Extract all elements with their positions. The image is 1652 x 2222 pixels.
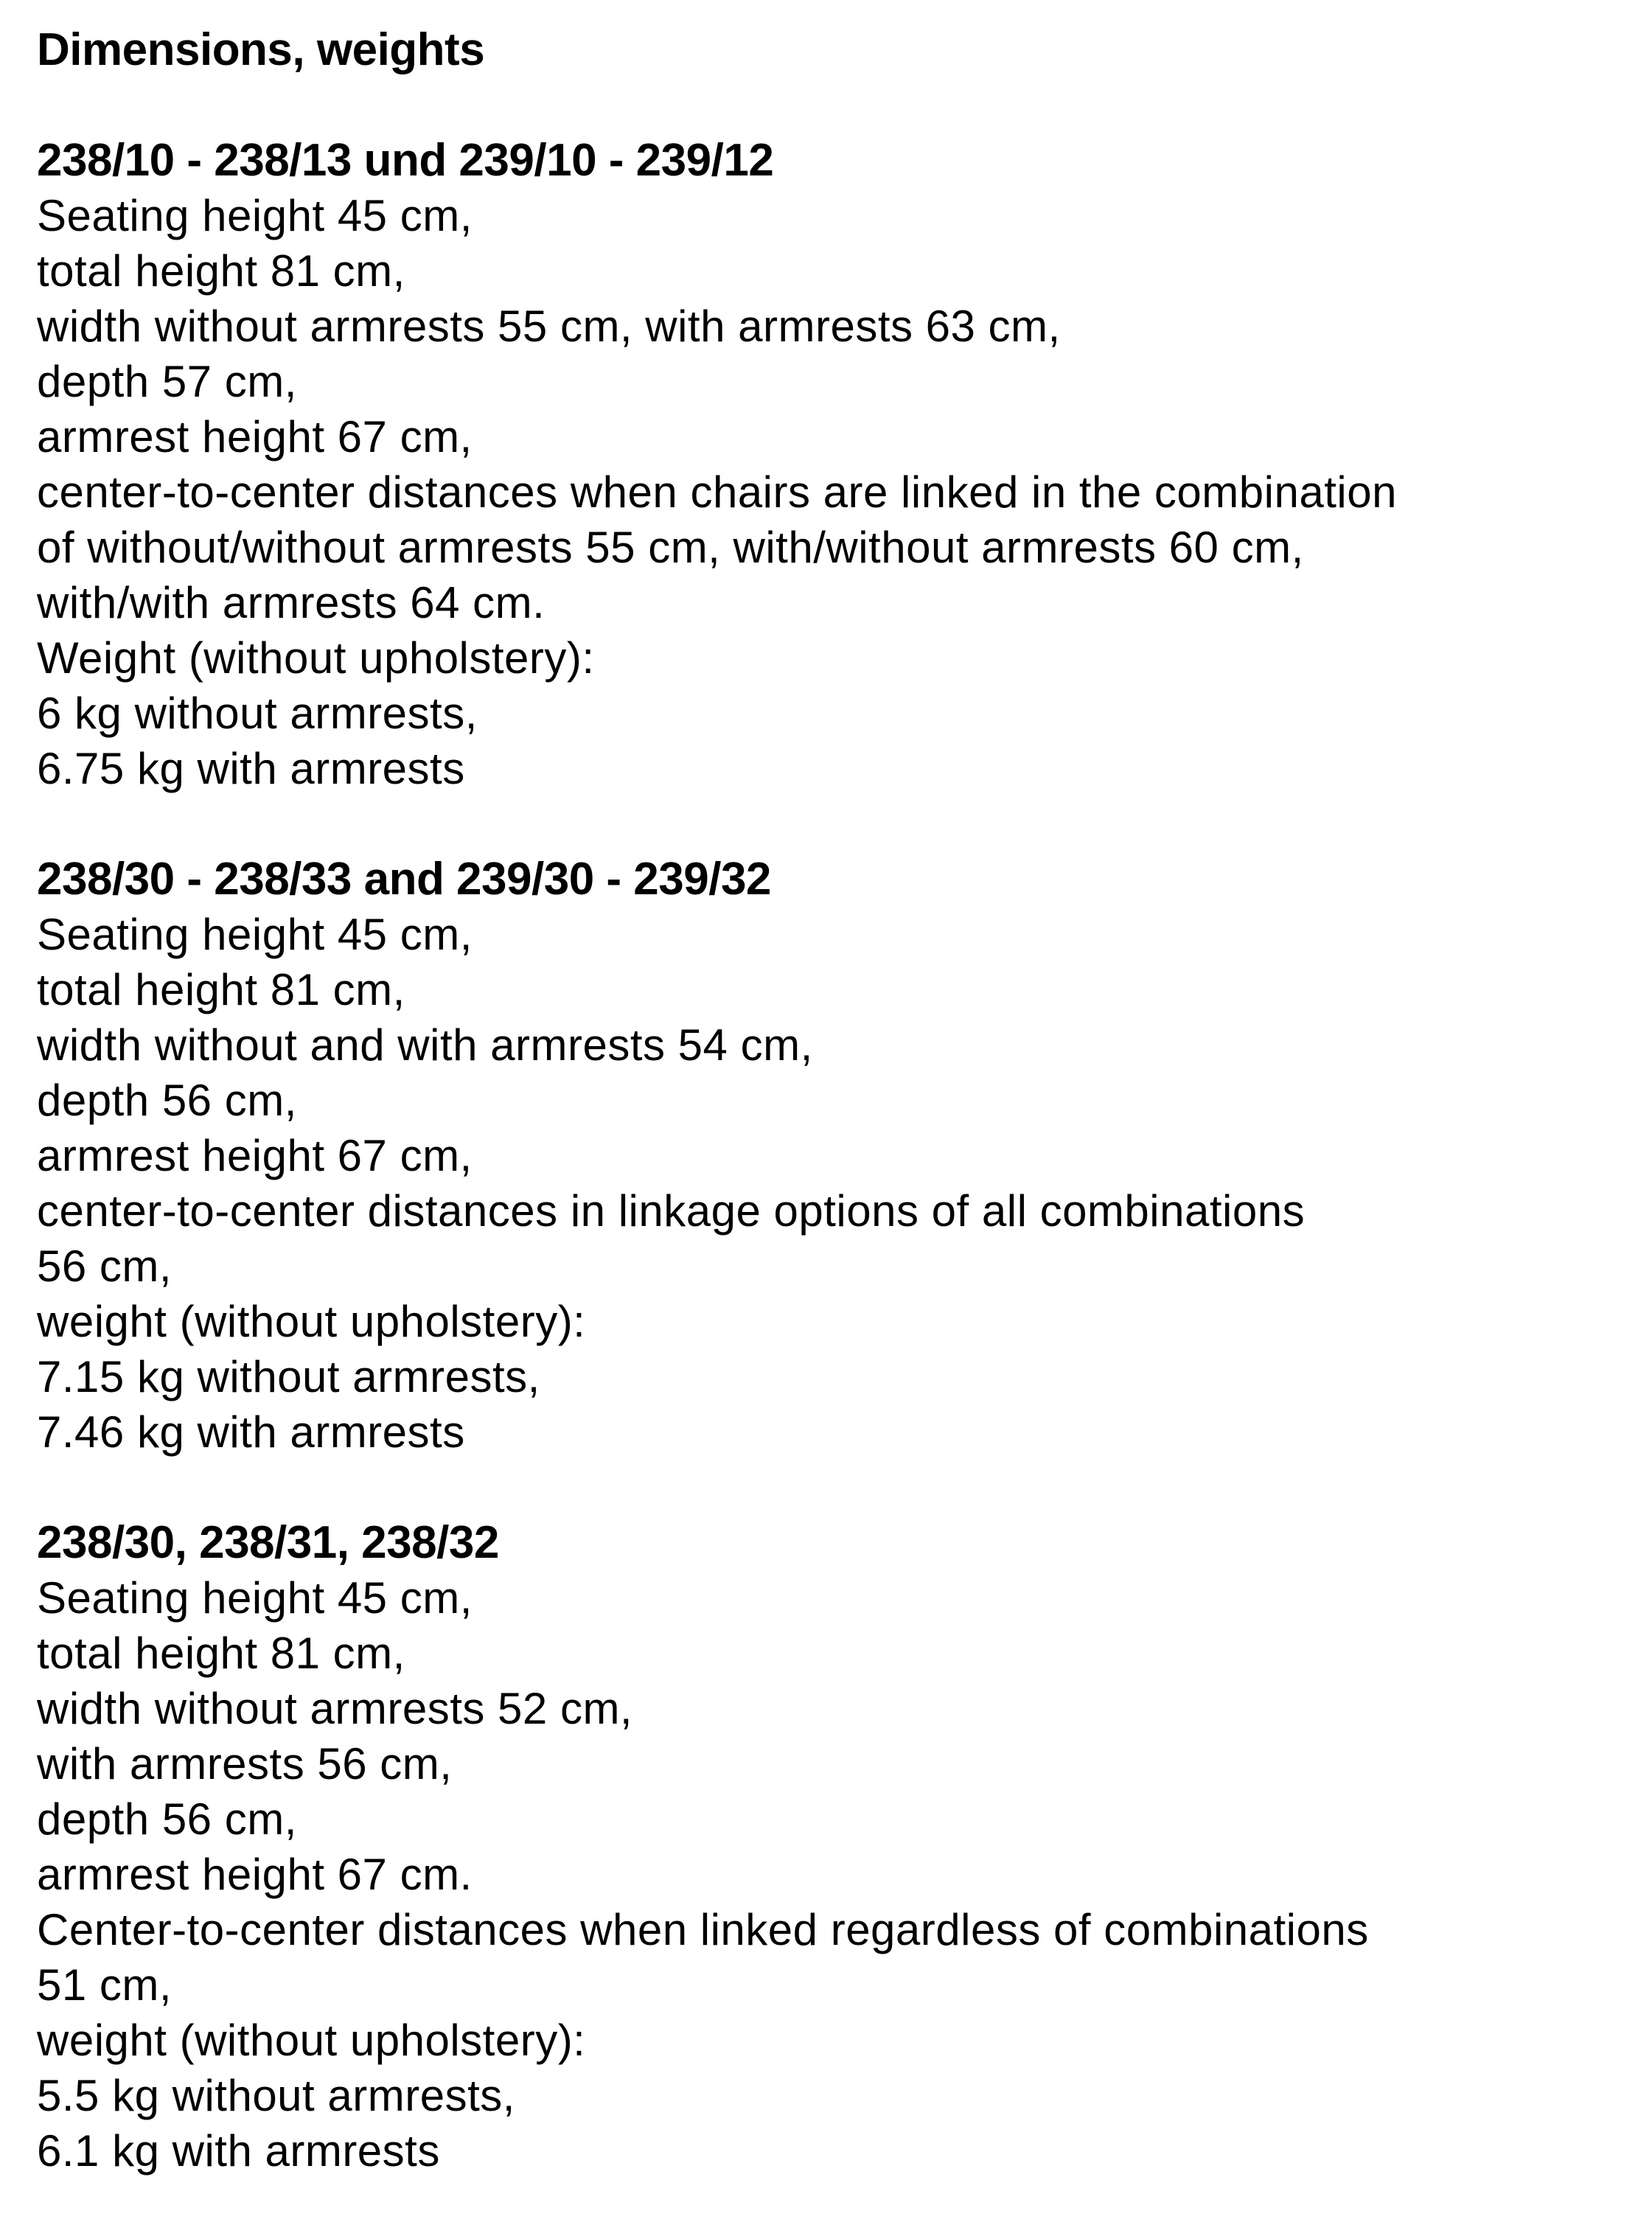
spec-line: depth 56 cm, (37, 1794, 297, 1844)
spec-line: width without armrests 52 cm, (37, 1684, 633, 1733)
spec-line: with/with armrests 64 cm. (37, 578, 546, 627)
spec-line: 7.15 kg without armrests, (37, 1352, 540, 1401)
section-heading: 238/10 - 238/13 und 239/10 - 239/12 (37, 135, 774, 186)
spec-section-2 (37, 851, 1644, 1460)
section-heading: 238/30 - 238/33 and 239/30 - 239/32 (37, 854, 771, 905)
spec-line: Seating height 45 cm, (37, 910, 473, 959)
spec-line: total height 81 cm, (37, 1629, 405, 1678)
spec-line: armrest height 67 cm, (37, 412, 473, 462)
section-heading: 238/30, 238/31, 238/32 (37, 1517, 499, 1568)
spec-line: 7.46 kg with armrests (37, 1407, 465, 1457)
spec-line: of without/without armrests 55 cm, with/without armrests 60 cm, (37, 523, 1304, 572)
spec-line: Center-to-center distances when linked regardless of combinations (37, 1905, 1369, 1954)
spec-line: armrest height 67 cm. (37, 1850, 473, 1899)
spec-line: 51 cm, (37, 1960, 172, 2010)
spec-line: Weight (without upholstery): (37, 633, 595, 683)
spec-line: width without armrests 55 cm, with armrests 63 cm, (37, 302, 1061, 351)
spec-line: Seating height 45 cm, (37, 191, 473, 240)
spec-line: 6.1 kg with armrests (37, 2126, 440, 2176)
spec-line: 6.75 kg with armrests (37, 744, 465, 793)
spec-line: 6 kg without armrests, (37, 689, 478, 738)
spec-section-3 (37, 1515, 1644, 2179)
spec-line: Seating height 45 cm, (37, 1573, 473, 1623)
spec-line: with armrests 56 cm, (37, 1739, 453, 1789)
spec-line: weight (without upholstery): (37, 2016, 586, 2065)
spec-line: total height 81 cm, (37, 246, 405, 296)
spec-line: depth 56 cm, (37, 1076, 297, 1125)
spec-line: center-to-center distances in linkage options of all combinations (37, 1186, 1306, 1236)
spec-section-1 (37, 133, 1644, 796)
spec-line: 5.5 kg without armrests, (37, 2071, 515, 2120)
spec-line: armrest height 67 cm, (37, 1131, 473, 1180)
spec-line: total height 81 cm, (37, 965, 405, 1014)
spec-line: width without and with armrests 54 cm, (37, 1020, 813, 1070)
spec-line: weight (without upholstery): (37, 1297, 586, 1346)
document-page (37, 22, 1644, 2179)
page-title: Dimensions, weights (37, 24, 485, 75)
spec-line: 56 cm, (37, 1241, 172, 1291)
spec-line: depth 57 cm, (37, 357, 297, 406)
spec-line: center-to-center distances when chairs are linked in the combination (37, 467, 1397, 517)
